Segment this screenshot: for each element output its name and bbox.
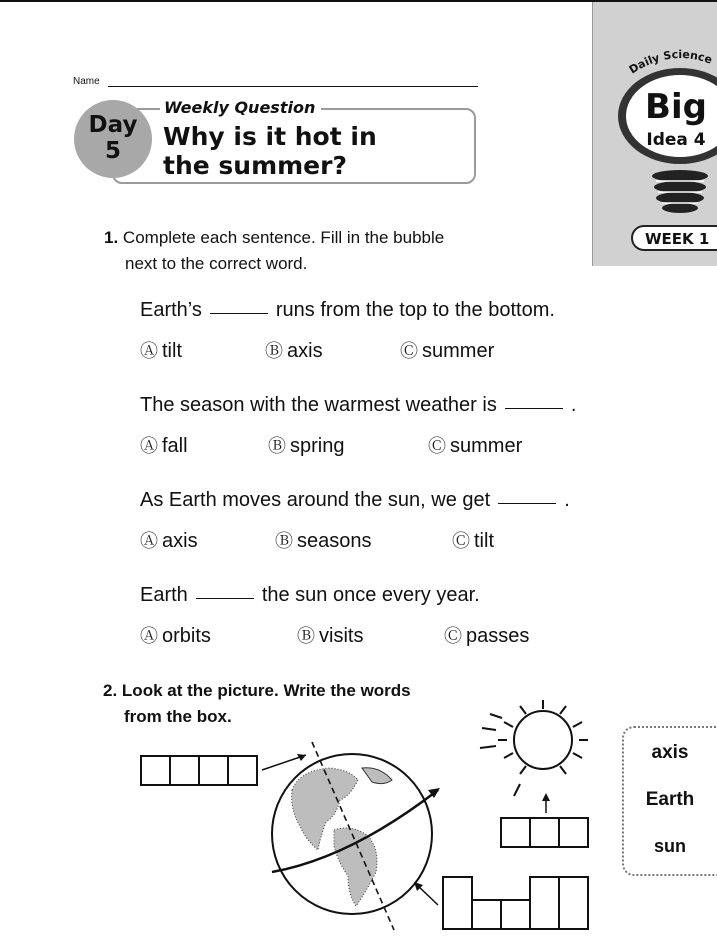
day-word: Day	[88, 112, 138, 138]
sentence-after: .	[564, 489, 570, 511]
bubble-c-icon: Ⓒ	[400, 341, 418, 361]
sentence-before: Earth’s	[140, 299, 202, 321]
option-text: tilt	[474, 530, 494, 552]
bubble-a-icon: Ⓐ	[140, 626, 158, 646]
bubble-c-icon: Ⓒ	[444, 626, 462, 646]
option-text: visits	[319, 625, 364, 647]
earth-globe-icon	[272, 742, 440, 930]
bubble-b-icon: Ⓑ	[265, 341, 283, 361]
sentence-before: The season with the warmest weather is	[140, 394, 497, 416]
option-text: tilt	[162, 340, 182, 362]
word-bank-sun: sun	[653, 836, 686, 856]
option-text: summer	[422, 340, 495, 362]
option-text: spring	[290, 435, 345, 457]
sentence-after: runs from the top to the bottom.	[275, 299, 555, 321]
badge-big-text: Big	[645, 87, 707, 127]
word-bank-earth: Earth	[645, 789, 695, 810]
option-text: fall	[162, 435, 188, 457]
answer-boxes-axis[interactable]	[141, 756, 257, 785]
bubble-b-icon: Ⓑ	[268, 436, 286, 456]
bubble-a-icon: Ⓐ	[140, 341, 158, 361]
option-text: summer	[450, 435, 523, 457]
bubble-c-icon: Ⓒ	[428, 436, 446, 456]
q2-instruction-line1: Look at the picture. Write the words	[121, 681, 411, 700]
bubble-b-icon: Ⓑ	[275, 531, 293, 551]
name-label: Name	[73, 76, 100, 87]
bubble-a-icon: Ⓐ	[140, 531, 158, 551]
badge-week-text: WEEK 1	[645, 230, 710, 248]
option-text: axis	[162, 530, 198, 552]
sun-icon	[480, 700, 588, 796]
badge-arc-text: Daily Science	[626, 47, 714, 77]
sentence-after: the sun once every year.	[261, 584, 480, 606]
sentence-after: .	[570, 394, 577, 416]
answer-boxes-earth[interactable]	[443, 877, 588, 929]
word-bank-axis: axis	[651, 742, 689, 763]
badge-idea-text: Idea 4	[646, 130, 706, 150]
q1-instruction-line2: next to the correct word.	[125, 254, 308, 273]
weekly-question-title: Why is it hot in the summer?	[163, 122, 377, 180]
option-text: passes	[466, 625, 530, 647]
option-text: seasons	[297, 530, 372, 552]
bubble-c-icon: Ⓒ	[452, 531, 470, 551]
weekly-question-label: Weekly Question	[160, 98, 321, 117]
day-number: 5	[104, 138, 121, 164]
sentence-before: Earth	[140, 584, 188, 606]
bubble-a-icon: Ⓐ	[140, 436, 158, 456]
bubble-b-icon: Ⓑ	[297, 626, 315, 646]
option-text: orbits	[162, 625, 211, 647]
q2-instruction-line2: from the box.	[124, 707, 232, 726]
option-text: axis	[287, 340, 323, 362]
answer-boxes-sun[interactable]	[501, 818, 588, 847]
sentence-before: As Earth moves around the sun, we get	[140, 489, 491, 511]
q1-number: 1.	[104, 228, 119, 247]
q2-number: 2.	[103, 681, 118, 700]
q1-instruction-line1: Complete each sentence. Fill in the bubble	[122, 228, 445, 247]
